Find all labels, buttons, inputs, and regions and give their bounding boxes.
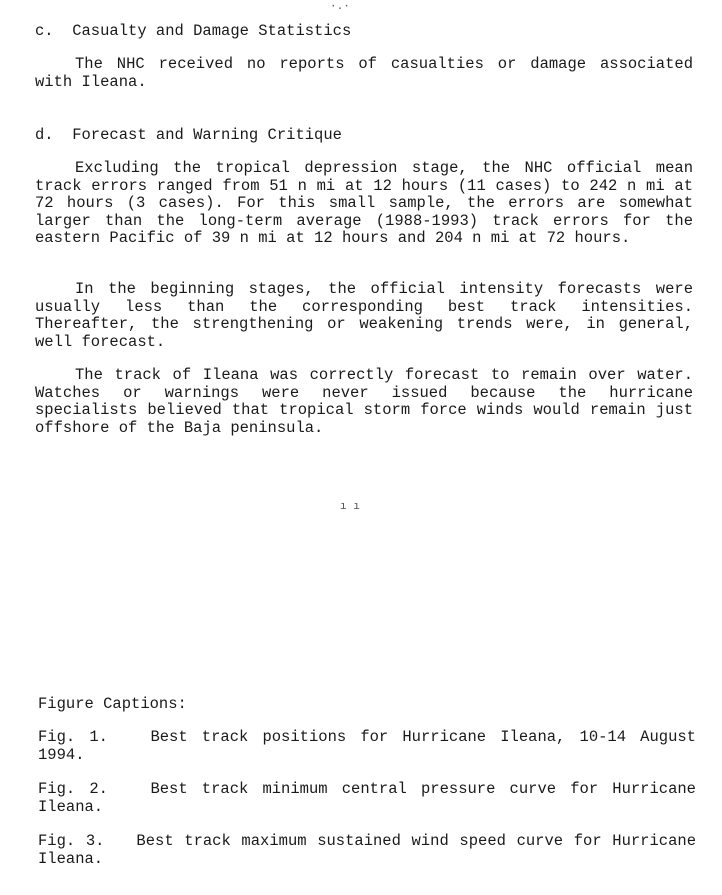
figure-caption-text: Best track positions for Hurricane Ileana, 10-14 August 1994. (38, 728, 696, 764)
figure-caption-3 (38, 832, 696, 868)
figure-caption-2 (38, 780, 696, 816)
scan-speck: ·.· (330, 1, 350, 13)
figure-caption-label: Fig. 3. (38, 832, 105, 850)
scan-speck: ı ı (340, 501, 360, 513)
section-c-heading: c. Casualty and Damage Statistics (35, 22, 352, 40)
section-d-paragraph-1: Excluding the tropical depression stage, the NHC official mean track errors ranged from 51 n mi at 12 hours (11 cases) to 242 n mi at 72 hours (3 cases). For this small sample, the errors are somewhat larger than the long-term average (1988-1993) track errors for the eastern Pacific of 39 n mi at 12 hours and 204 n mi at 72 hours. (35, 159, 693, 247)
section-d-paragraph-3: The track of Ileana was correctly forecast to remain over water. Watches or warnings were never issued because the hurricane specialists believed that tropical storm force winds would remain just offshore of the Baja peninsula. (35, 366, 693, 437)
figure-caption-1 (38, 728, 696, 764)
figure-captions-heading: Figure Captions: (38, 695, 187, 713)
figure-caption-text: Best track maximum sustained wind speed curve for Hurricane Ileana. (38, 832, 696, 868)
section-c-paragraph-1: The NHC received no reports of casualties or damage associated with Ileana. (35, 55, 693, 91)
figure-caption-text: Best track minimum central pressure curve for Hurricane Ileana. (38, 780, 696, 816)
figure-caption-label: Fig. 2. (38, 780, 108, 798)
section-d-heading: d. Forecast and Warning Critique (35, 126, 342, 144)
figure-caption-label: Fig. 1. (38, 728, 108, 746)
section-d-paragraph-2: In the beginning stages, the official intensity forecasts were usually less than the corresponding best track intensities. Thereafter, the strengthening or weakening trends were, in general, well forecast. (35, 280, 693, 351)
